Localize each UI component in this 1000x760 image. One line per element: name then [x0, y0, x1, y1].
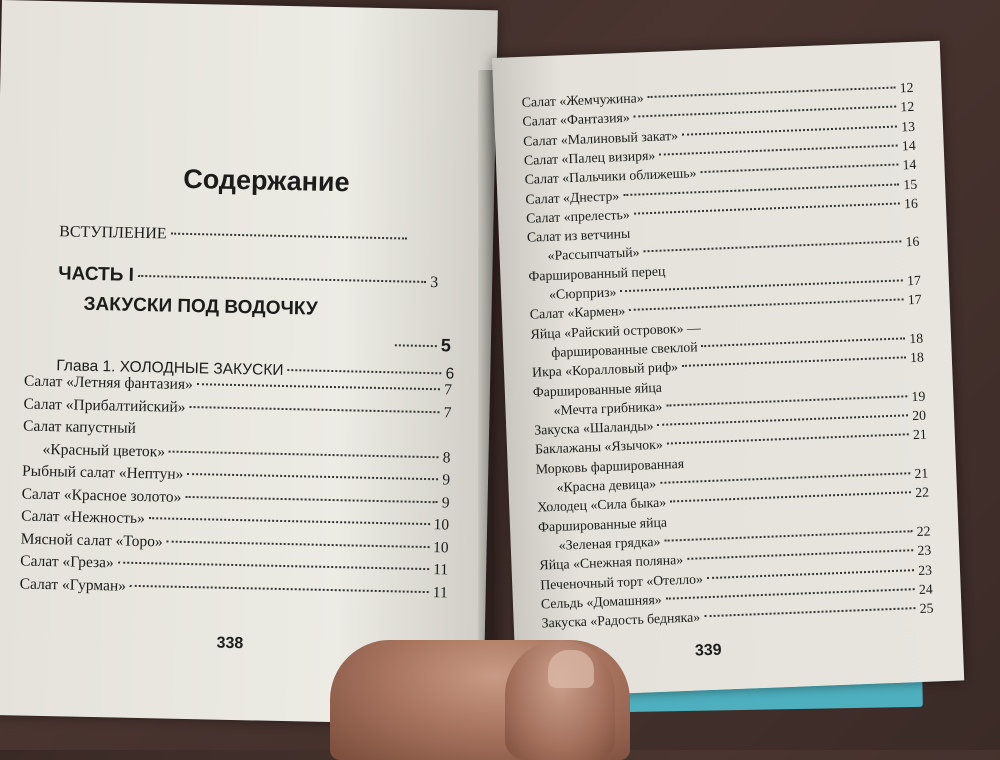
toc-entry-label: «Мечта грибника»: [553, 398, 663, 418]
toc-entry-page: 10: [433, 516, 450, 534]
toc-entry-label: Салат «Фантазия»: [522, 110, 630, 130]
toc-entry-page: 14: [901, 137, 916, 154]
toc-entry-label: фаршированные свеклой: [551, 339, 698, 360]
leader-dots: [687, 549, 913, 560]
part-page: 5: [440, 335, 452, 356]
toc-entry-page: 21: [914, 465, 929, 482]
toc-entry-label: Салат «Прибалтийский»: [23, 395, 186, 416]
toc-entry-label: Холодец «Сила быка»: [536, 494, 667, 515]
toc-entry-page: 19: [911, 388, 926, 404]
leader-dots: [659, 144, 898, 155]
toc-entry-page: 17: [907, 291, 922, 308]
toc-entry-page: 24: [918, 581, 933, 597]
toc-entry-label: Салат «Жемчужина»: [521, 90, 644, 110]
chapter-label: Глава 1. ХОЛОДНЫЕ ЗАКУСКИ: [56, 357, 284, 379]
toc-entry-label: Салат «Гурман»: [19, 575, 127, 595]
leader-dots: [700, 164, 898, 174]
part-label: ЧАСТЬ I: [58, 263, 135, 286]
toc-entry-label: Закуска «Шаланды»: [534, 418, 654, 438]
leader-dots: [287, 369, 441, 374]
leader-dots: [197, 383, 440, 390]
part-page-row: [391, 334, 451, 356]
toc-entry-page: 11: [433, 561, 449, 579]
toc-entry-label: Салат капустный: [22, 417, 137, 437]
toc-entry-intro-page: [58, 263, 438, 293]
leader-dots: [666, 395, 907, 406]
page-number: 339: [694, 641, 722, 660]
toc-entry-page: 10: [432, 538, 449, 556]
leader-dots: [704, 607, 916, 617]
toc-entry-page: 23: [917, 561, 933, 578]
toc-entry-label: Закуска «Радость бедняка»: [541, 609, 701, 631]
toc-entry-page: 7: [444, 381, 453, 399]
leader-dots: [666, 588, 915, 600]
toc-entry-label: Фаршированный перец: [528, 263, 666, 284]
leader-dots: [149, 517, 430, 525]
leader-dots: [130, 584, 429, 592]
leader-dots: [185, 495, 438, 502]
toc-entry: [20, 575, 448, 602]
toc-entry-label: Баклажаны «Язычок»: [534, 437, 664, 458]
toc-entry-page: 22: [916, 523, 931, 539]
toc-entry-label: Морковь фаршированная: [535, 455, 685, 477]
toc-entry: [42, 440, 450, 467]
part-title: ЗАКУСКИ ПОД ВОДОЧКУ: [83, 293, 318, 320]
leader-dots: [702, 337, 906, 347]
leader-dots: [664, 530, 912, 542]
leader-dots: [667, 434, 909, 445]
leader-dots: [660, 472, 910, 484]
toc-entry-label: ВСТУПЛЕНИЕ: [58, 223, 167, 243]
toc-entry-page: 18: [908, 330, 924, 347]
toc-entry-page: 14: [902, 156, 917, 173]
toc-entry-label: «Зеленая грядка»: [558, 533, 661, 553]
leader-dots: [171, 233, 407, 240]
toc-entry-label: Салат «Красное золото»: [21, 485, 182, 506]
toc-entry-label: Салат «прелесть»: [525, 206, 630, 226]
leader-dots: [167, 540, 429, 547]
left-page: [0, 0, 498, 725]
toc-entry-page: 16: [905, 234, 920, 250]
toc-entry-page: 7: [443, 403, 452, 422]
toc-entry-label: Салат «Летняя фантазия»: [23, 372, 193, 394]
leader-dots: [629, 299, 904, 312]
leader-dots: [189, 406, 439, 413]
toc-entry-page: 12: [899, 79, 914, 96]
leader-dots: [682, 125, 897, 135]
toc-entry-page: 9: [441, 493, 450, 511]
toc-entry-page: 16: [903, 195, 919, 212]
toc-entry-page: 11: [432, 583, 448, 601]
toc-entry-label: Фаршированные яйца: [537, 514, 668, 535]
toc-entry-label: Салат «Нежность»: [21, 507, 146, 528]
leader-dots: [395, 344, 437, 347]
leader-dots: [169, 450, 439, 458]
leader-dots: [187, 473, 438, 480]
toc-entry-page: 9: [442, 471, 451, 489]
toc-entry-page: 18: [909, 349, 925, 366]
toc-entry-page: 21: [912, 426, 928, 443]
leader-dots: [682, 357, 906, 368]
toc-entry-label: Икра «Коралловый риф»: [531, 359, 679, 380]
toc-entry-label: Салат «Кармен»: [529, 303, 626, 323]
leader-dots: [623, 183, 899, 196]
leader-dots: [620, 279, 903, 292]
toc-entry-label: «Красна девица»: [556, 476, 657, 495]
toc-entry-label: Печеночный торт «Отелло»: [539, 570, 704, 593]
toc-entry-label: Салат из ветчины: [526, 225, 631, 245]
toc-entry-label: Салат «Днестр»: [525, 187, 620, 207]
right-page: [492, 41, 964, 698]
toc-entry-label: Фаршированные яйца: [532, 379, 663, 400]
toc-entry-label: «Рассыпчатый»: [547, 244, 640, 264]
thumbnail-nail: [548, 650, 594, 688]
toc-entry-page: 8: [442, 448, 451, 466]
toc-entry-label: Мясной салат «Торо»: [20, 530, 163, 550]
page-number: 338: [216, 634, 244, 653]
toc-entry-label: «Красный цветок»: [42, 440, 166, 461]
page-title: Содержание: [182, 163, 350, 198]
toc-entry-label: Салат «Пальчики оближешь»: [524, 165, 697, 188]
toc-entry-page: 15: [903, 176, 918, 192]
toc-entry-page: 12: [900, 99, 915, 115]
toc-entry-page: 22: [914, 484, 930, 501]
chapter-page: 6: [445, 365, 455, 383]
toc-entry-page: 17: [906, 272, 922, 289]
toc-entry-intro: [59, 223, 411, 248]
leader-dots: [118, 562, 430, 571]
toc-entry-label: Сельдь «Домашняя»: [540, 591, 662, 612]
toc-entry-label: Салат «Малиновый закат»: [522, 127, 679, 149]
toc-entry-page: 20: [911, 407, 927, 424]
leader-dots: [657, 414, 908, 426]
leader-dots: [643, 241, 901, 253]
leader-dots: [634, 202, 901, 214]
leader-dots: [670, 492, 911, 503]
toc-entry-label: Рыбный салат «Нептун»: [21, 462, 184, 483]
toc-entry-page: 25: [919, 600, 934, 617]
toc-entry-page: 23: [917, 542, 932, 559]
leader-dots: [648, 87, 896, 99]
leader-dots: [707, 569, 914, 579]
leader-dots: [138, 275, 426, 283]
toc-entry-page: 13: [900, 118, 916, 134]
leader-dots: [634, 106, 897, 118]
toc-entry-page: 3: [429, 274, 439, 292]
toc-entry-label: Салат «Греза»: [20, 552, 114, 572]
toc-entry-label: Яйца «Райский островок» —: [530, 319, 701, 342]
toc-entry-label: Яйца «Снежная поляна»: [539, 552, 684, 573]
toc-entry-label: Салат «Палец визиря»: [523, 147, 656, 168]
toc-entry-label: «Сюрприз»: [548, 284, 617, 302]
